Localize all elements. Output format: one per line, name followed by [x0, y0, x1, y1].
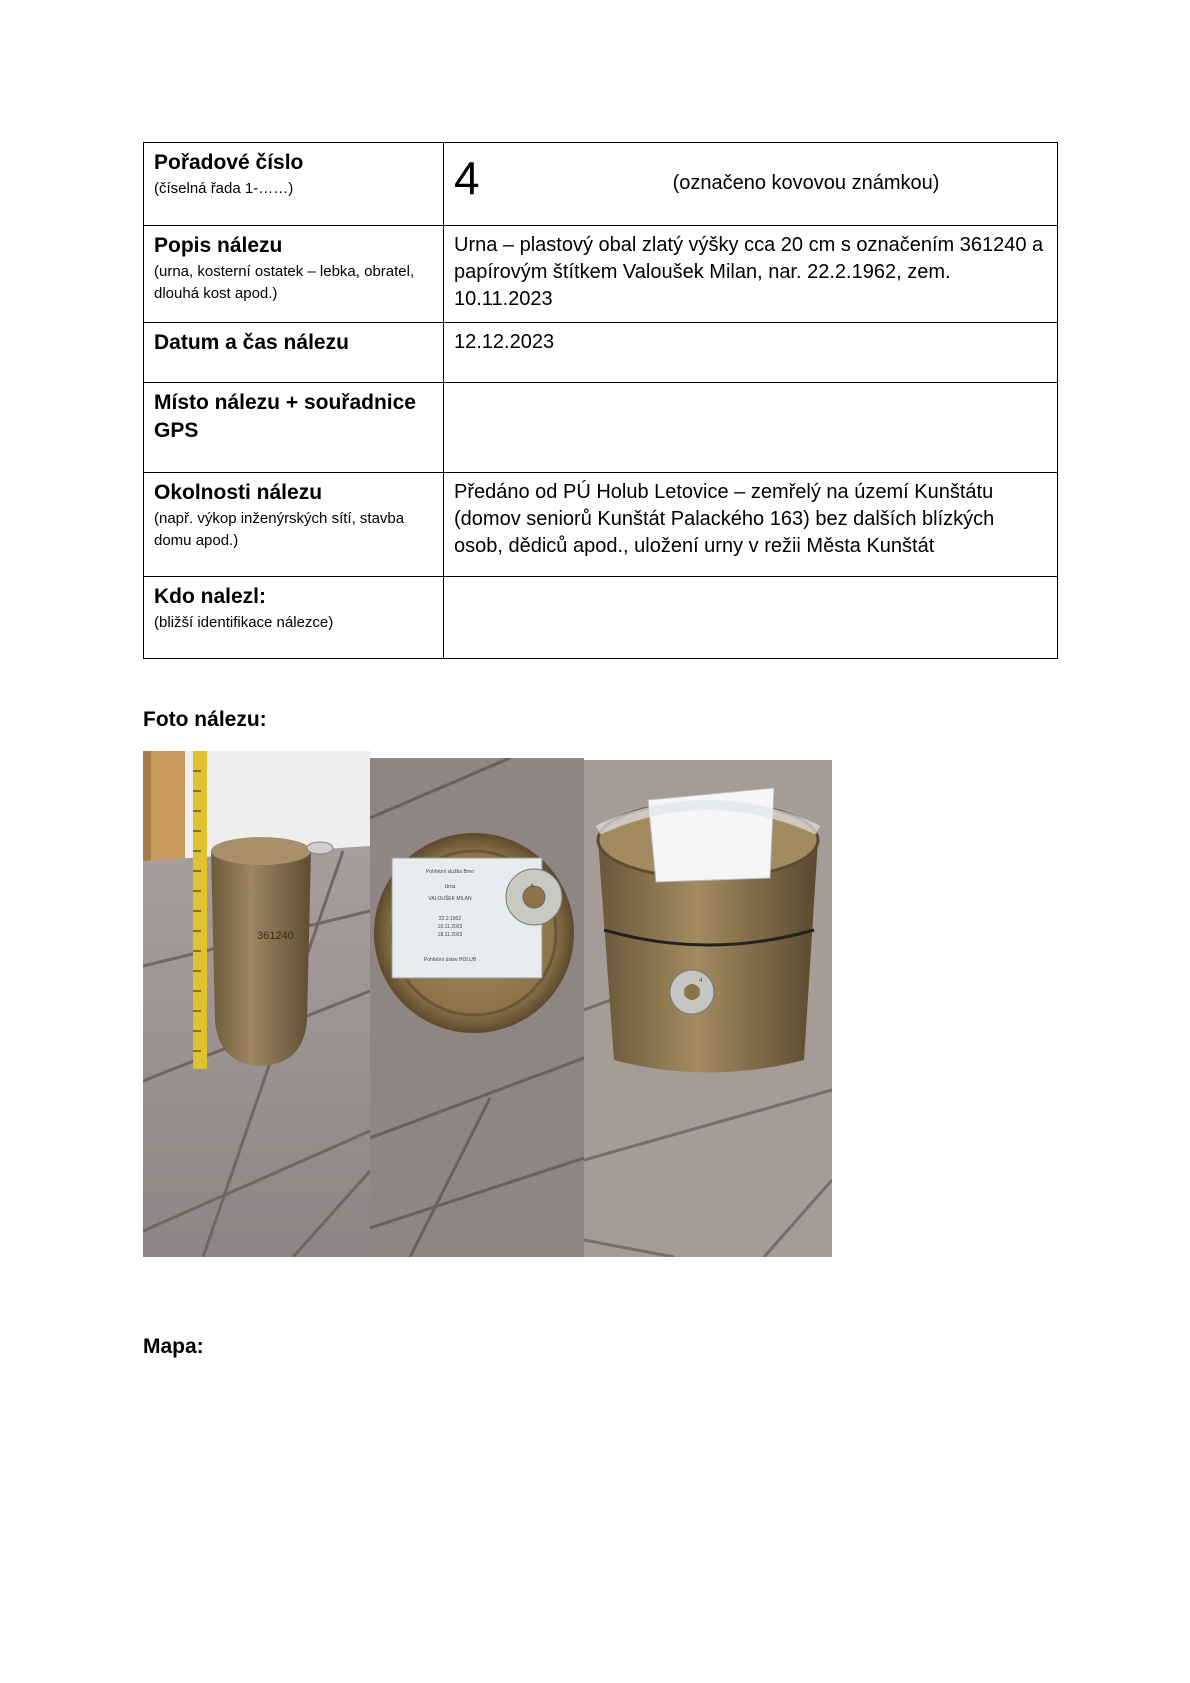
urn-code-text: 361240 [257, 930, 294, 942]
row-label-cell [144, 473, 444, 577]
serial-number-note: (označeno kovovou známkou) [672, 172, 940, 194]
row-label-cell [144, 143, 444, 226]
find-description: Urna – plastový obal zlatý výšky cca 20 cm s označením 361240 a papírovým štítkem Valoušek Milan, nar. 22.2.1962, zem. 10.11.2023 [454, 234, 1044, 310]
washer-number: 4 [699, 978, 703, 984]
record-table [143, 142, 1058, 659]
row-label-cell [144, 577, 444, 659]
row-value-cell [444, 577, 1058, 659]
row-sublabel: (urna, kosterní ostatek – lebka, obratel, dlouhá kost apod.) [154, 263, 415, 302]
row-sublabel: (bližší identifikace nálezce) [154, 614, 334, 631]
label-line: 10.11.2023 [437, 924, 463, 930]
row-label-cell [144, 383, 444, 473]
label-line: VALOUŠEK MILAN [428, 896, 472, 902]
table-row [144, 473, 1058, 577]
table-row [144, 323, 1058, 383]
find-circumstances: Předáno od PÚ Holub Letovice – zemřelý na území Kunštátu (domov seniorů Kunštát Palackého 163) bez dalších blízkých osob, dědiců apod., uložení urny v režii Města Kunštát [454, 481, 995, 557]
map-heading: Mapa: [143, 1335, 204, 1358]
row-label-cell [144, 323, 444, 383]
photo-urn-top-view [370, 758, 584, 1257]
table-row [144, 143, 1058, 226]
find-date: 12.12.2023 [454, 331, 555, 353]
row-label: Popis nálezu [154, 234, 283, 257]
row-label: Pořadové číslo [154, 151, 304, 174]
row-label-cell [144, 226, 444, 323]
photos-heading: Foto nálezu: [143, 708, 267, 731]
table-row [144, 226, 1058, 323]
row-label: Kdo nalezl: [154, 585, 267, 608]
row-sublabel: (číselná řada 1-……) [154, 180, 294, 197]
row-label: Datum a čas nálezu [154, 331, 349, 354]
row-value-cell [444, 383, 1058, 473]
row-sublabel: (např. výkop inženýrských sítí, stavba domu apod.) [154, 510, 405, 549]
table-row [144, 383, 1058, 473]
row-value-cell [444, 473, 1058, 577]
photo-urn-with-washer [584, 760, 832, 1257]
row-value-cell [444, 323, 1058, 383]
row-label: Okolnosti nálezu [154, 481, 323, 504]
serial-number: 4 [454, 152, 480, 204]
table-row [144, 577, 1058, 659]
row-value-cell [444, 143, 1058, 226]
label-line: Urna [444, 884, 456, 890]
label-line: Pohřební ústav HOLUB [423, 957, 477, 963]
label-line: 22.2.1962 [438, 916, 462, 922]
row-value-cell [444, 226, 1058, 323]
washer-number: 4 [530, 884, 534, 890]
label-line: Pohřební služba Brno [425, 869, 475, 875]
row-label: Místo nálezu + souřadnice GPS [154, 391, 416, 442]
photo-urn-side-with-ruler [143, 751, 370, 1257]
label-line: 18.11.2023 [437, 932, 463, 938]
